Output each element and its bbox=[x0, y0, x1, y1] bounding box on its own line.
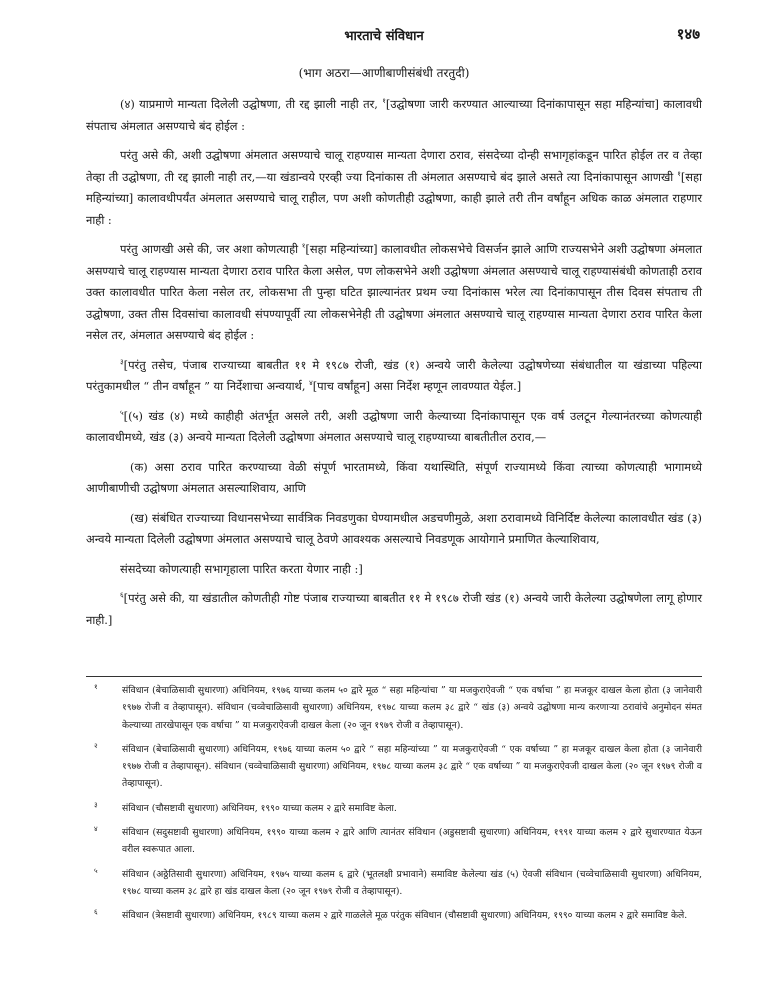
punjab-proviso-text-2: [पाच वर्षांहून] असा निर्देश म्हणून लावण्यात येईल.] bbox=[312, 379, 522, 393]
footnote-item bbox=[86, 824, 702, 859]
final-proviso-text: [परंतु असे की, या खंडातील कोणतीही गोष्ट पंजाब राज्याच्या बाबतीत ११ मे १९८७ रोजी खंड (१) अन्वये जारी केलेल्या उद्घोषणेला लागू होणार नाही.] bbox=[86, 591, 702, 627]
footnote-ref[interactable]: १ bbox=[677, 169, 681, 178]
clause-5 bbox=[86, 406, 702, 449]
footnote-marker: ३ bbox=[94, 800, 98, 809]
footnote-item bbox=[86, 682, 702, 734]
footnote-item bbox=[86, 866, 702, 901]
footnote-marker: २ bbox=[94, 741, 98, 750]
punjab-proviso bbox=[86, 355, 702, 398]
second-proviso bbox=[86, 239, 702, 347]
page-title: भारताचे संविधान bbox=[344, 29, 424, 44]
footnote-ref[interactable]: १ bbox=[382, 97, 386, 106]
footnote-text: संविधान (त्रेसष्टावी सुधारणा) अधिनियम, १९८९ याच्या कलम २ द्वारे गाळलेले मूळ परंतुक संविधान (चौसष्टावी सुधारणा) अधिनियम, १९९० याच्या कलम २ द्वारे समाविष्ट केले. bbox=[122, 910, 688, 922]
footnote-ref[interactable]: ४ bbox=[309, 379, 313, 388]
clause-5-text: [(५) खंड (४) मध्ये काहीही अंतर्भूत असले तरी, अशी उद्घोषणा जारी केल्याच्या दिनांकापासून एक वर्ष उलटून गेल्यानंतरच्या कोणत्याही कालावधीमध्ये, खंड (३) अन्वये मान्यता दिलेली उद्घोषणा अंमलात असण्याचे चालू राहण्याच्या बाबतीतील ठराव,— bbox=[86, 408, 702, 444]
first-proviso bbox=[86, 145, 702, 231]
final-proviso bbox=[86, 588, 702, 631]
punjab-proviso-text-1: [परंतु तसेच, पंजाब राज्याच्या बाबतीत ११ मे १९८७ रोजी, खंड (१) अन्वये जारी केलेल्या उद्घोषणेच्या संबंधातील या खंडाच्या पहिल्या परंतुकामधील “ तीन वर्षांहून ” या निर्देशाचा अन्वयार्थ, bbox=[86, 357, 702, 393]
footnote-item bbox=[86, 741, 702, 793]
first-proviso-text-before: परंतु असे की, अशी उद्घोषणा अंमलात असण्याचे चालू राहण्यास मान्यता देणारा ठराव, संसदेच्या दोन्ही सभागृहांकडून पारित होईल तर व तेव्हा तेव्हा ती उद्घोषणा, ती रद्द झाली नाही तर,—या खंडान्वये एरव्ही ज्या दिनांकास ती अंमलात असण्याचे बंद झाले असते त्या दिनांकापासून आणखी bbox=[86, 148, 702, 184]
footnote-divider bbox=[86, 676, 702, 677]
footnote-text: संविधान (बेचाळिसावी सुधारणा) अधिनियम, १९७६ याच्या कलम ५० द्वारे “ सहा महिन्यांच्या ” या मजकुराऐवजी “ एक वर्षाच्या ” हा मजकूर दाखल केला होता (३ जानेवारी १९७७ रोजी व तेव्हापासून). संविधान (चव्वेचाळिसावी सुधारणा) अधिनियम, १९७८ याच्या कलम ३८ द्वारे “ एक वर्षाच्या ” या मजकुराऐवजी दाखल केला (२० जून १९७९ रोजी व तेव्हापासून). bbox=[122, 743, 702, 790]
footnote-marker: १ bbox=[94, 683, 98, 691]
footnote-text: संविधान (अठ्ठेतिसावी सुधारणा) अधिनियम, १९७५ याच्या कलम ६ द्वारे (भूतलक्षी प्रभावाने) समाविष्ट केलेल्या खंड (५) ऐवजी संविधान (चव्वेचाळिसावी सुधारणा) अधिनियम, १९७८ याच्या कलम ३८ द्वारे हा खंड दाखल केला (२० जून १९७९ रोजी व तेव्हापासून). bbox=[122, 868, 702, 897]
footnote-ref[interactable]: ६ bbox=[120, 591, 124, 600]
sub-clause-a: (क) असा ठराव पारित करण्याच्या वेळी संपूर्ण भारतामध्ये, किंवा यथास्थिति, संपूर्ण राज्यामध्ये किंवा त्याच्या कोणत्याही भागामध्ये आणीबाणीची उद्घोषणा अंमलात असल्याशिवाय, आणि bbox=[86, 459, 702, 495]
second-proviso-text-before: परंतु आणखी असे की, जर अशा कोणत्याही bbox=[120, 242, 302, 256]
second-proviso-text-after: [सहा महिन्यांच्या] कालावधीत लोकसभेचे विसर्जन झाले आणि राज्यसभेने अशी उद्घोषणा अंमलात असण्याचे चालू राहण्यास मान्यता देणारा ठराव पारित केला असेल, पण लोकसभेने अशी उद्घोषणा अंमलात असण्याचे चालू राहण्यासंबंधी कोणताही ठराव उक्त कालावधीत पारित केला नसेल तर, लोकसभा ती पुन्हा घटित झाल्यानंतर प्रथम ज्या दिनांकास भरेल त्या दिनांकापासून तीस दिवस संपताच ती उद्घोषणा, उक्त तीस दिवसांचा कालावधी संपण्यापूर्वी त्या लोकसभेनेही ती उद्घोषणा अंमलात असण्याचे चालू राहण्यास मान्यता देणारा ठराव पारित केला नसेल तर, अंमलात असण्याचे बंद होईल : bbox=[86, 242, 702, 342]
clause-4-text-before: (४) याप्रमाणे मान्यता दिलेली उद्घोषणा, ती रद्द झाली नाही तर, bbox=[120, 97, 383, 111]
sub-clause-b: (ख) संबंधित राज्याच्या विधानसभेच्या सार्वत्रिक निवडणुका घेण्यामधील अडचणीमुळे, अशा ठरावामध्ये विनिर्दिष्ट केलेल्या कालावधीत खंड (३) अन्वये मान्यता दिलेली उद्घोषणा अंमलात असण्याचे चालू ठेवणे आवश्यक असल्याचे निवडणूक आयोगाने प्रमाणित केल्याशिवाय, bbox=[86, 510, 702, 546]
footnote-marker: ६ bbox=[94, 908, 98, 917]
clause-4 bbox=[86, 94, 702, 137]
footnote-text: संविधान (बेचाळिसावी सुधारणा) अधिनियम, १९७६ याच्या कलम ५० द्वारे मूळ “ सहा महिन्यांचा ” या मजकुराऐवजी “ एक वर्षाचा ” हा मजकूर दाखल केला होता (३ जानेवारी १९७७ रोजी व तेव्हापासून). संविधान (चव्वेचाळिसावी सुधारणा) अधिनियम, १९७८ याच्या कलम ३८ द्वारे “ खंड (३) अन्वये उद्घोषणा मान्य करणाऱ्या ठरावांचे अनुमोदन संमत केल्याच्या तारखेपासून एक वर्षाचा ” या मजकुराऐवजी दाखल केला (२० जून १९७९ रोजी व तेव्हापासून). bbox=[122, 685, 702, 731]
footnote-ref[interactable]: ३ bbox=[120, 357, 124, 366]
footnote-marker: ४ bbox=[94, 825, 98, 834]
first-proviso-text-after: [सहा महिन्यांच्या] कालावधीपर्यंत अंमलात असण्याचे चालू राहील, पण अशी कोणतीही उद्घोषणा, काही झाले तरी तीन वर्षांहून अधिक काळ अंमलात राहणार नाही : bbox=[86, 169, 702, 227]
footnote-item bbox=[86, 907, 702, 924]
footnotes bbox=[86, 682, 702, 932]
footnote-text: संविधान (सदुसष्टावी सुधारणा) अधिनियम, १९९० याच्या कलम २ द्वारे आणि त्यानंतर संविधान (अडुसष्टावी सुधारणा) अधिनियम, १९९१ याच्या कलम २ द्वारे सुधारण्यात येऊन वरील स्वरूपात आला. bbox=[122, 827, 702, 856]
footnote-marker: ५ bbox=[94, 866, 98, 875]
footnote-item bbox=[86, 800, 702, 817]
footnote-ref[interactable]: ५ bbox=[120, 408, 124, 417]
page-number: १४७ bbox=[676, 25, 700, 43]
clause-4-text-after: [उद्घोषणा जारी करण्यात आल्याच्या दिनांकापासून सहा महिन्यांचा] कालावधी संपताच अंमलात असण्याचे बंद होईल : bbox=[86, 97, 703, 133]
footnote-text: संविधान (चौसष्टावी सुधारणा) अधिनियम, १९९० याच्या कलम २ द्वारे समाविष्ट केला. bbox=[122, 802, 397, 814]
article-body bbox=[86, 94, 702, 639]
footnote-ref[interactable]: १ bbox=[301, 242, 306, 251]
part-subtitle: (भाग अठरा—आणीबाणीसंबंधी तरतुदी) bbox=[298, 66, 470, 80]
clause-5-conclusion: संसदेच्या कोणत्याही सभागृहाला पारित करता येणार नाही :] bbox=[120, 561, 363, 576]
